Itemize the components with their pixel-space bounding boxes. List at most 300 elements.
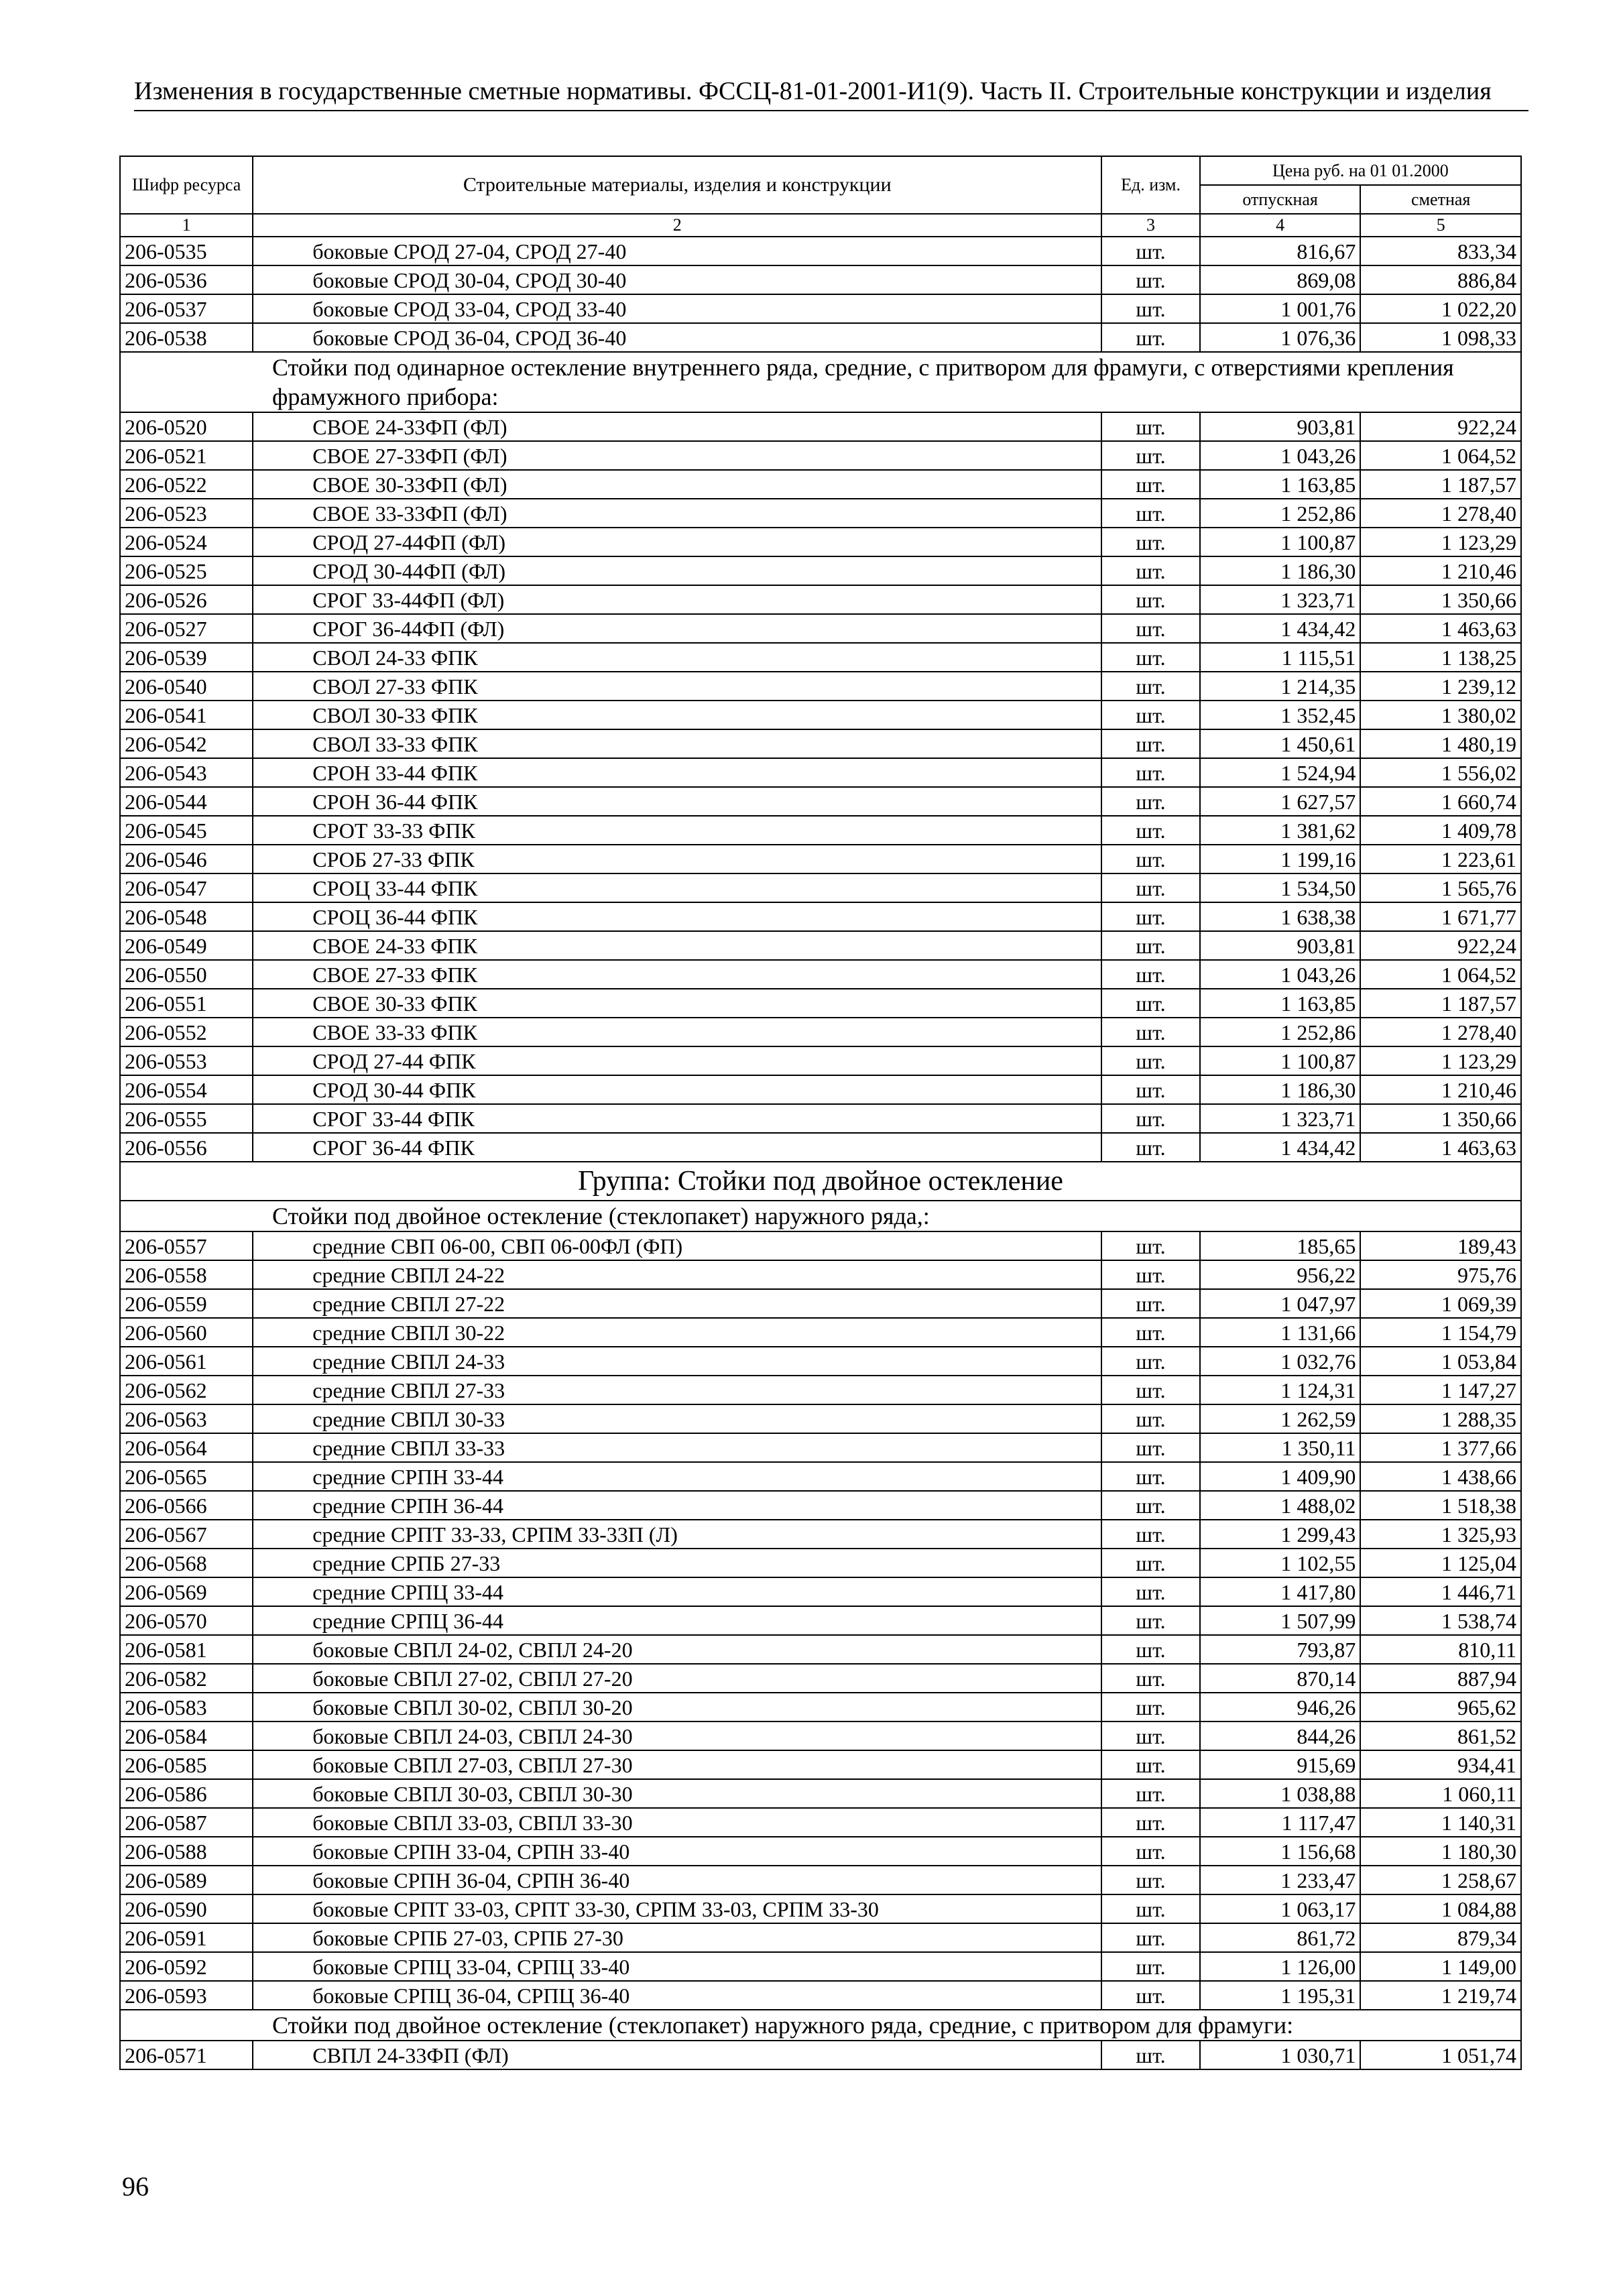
cell-code: 206-0561 — [120, 1347, 253, 1376]
cell-release-price: 185,65 — [1200, 1231, 1361, 1260]
table-row — [120, 1693, 1521, 1721]
cell-release-price: 1 124,31 — [1200, 1376, 1361, 1404]
cell-code: 206-0584 — [120, 1721, 253, 1750]
cell-name: средние СРПБ 27-33 — [253, 1549, 1101, 1577]
cell-unit: шт. — [1101, 1635, 1200, 1664]
cell-code: 206-0569 — [120, 1577, 253, 1606]
table-row — [120, 1376, 1521, 1404]
cell-release-price: 1 262,59 — [1200, 1404, 1361, 1433]
table-row — [120, 931, 1521, 960]
cell-name: средние СВПЛ 30-22 — [253, 1318, 1101, 1347]
cell-code: 206-0542 — [120, 729, 253, 758]
cell-release-price: 915,69 — [1200, 1750, 1361, 1779]
cell-name: СВОЕ 24-33ФП (ФЛ) — [253, 412, 1101, 441]
cell-estimate-price: 1 051,74 — [1360, 2041, 1521, 2069]
table-row — [120, 1260, 1521, 1289]
cell-release-price: 1 163,85 — [1200, 470, 1361, 499]
cell-estimate-price: 1 480,19 — [1360, 729, 1521, 758]
cell-release-price: 1 186,30 — [1200, 1075, 1361, 1104]
cell-name: боковые СРПЦ 33-04, СРПЦ 33-40 — [253, 1952, 1101, 1981]
cell-unit: шт. — [1101, 1289, 1200, 1318]
table-row — [120, 585, 1521, 614]
cell-estimate-price: 886,84 — [1360, 265, 1521, 294]
table-row — [120, 528, 1521, 556]
cell-code: 206-0588 — [120, 1837, 253, 1866]
cell-estimate-price: 1 138,25 — [1360, 643, 1521, 672]
cell-estimate-price: 887,94 — [1360, 1664, 1521, 1693]
cell-name: СВОЛ 30-33 ФПК — [253, 701, 1101, 729]
cell-unit: шт. — [1101, 1462, 1200, 1491]
cell-code: 206-0523 — [120, 499, 253, 528]
cell-release-price: 1 163,85 — [1200, 989, 1361, 1018]
cell-unit: шт. — [1101, 1606, 1200, 1635]
cell-code: 206-0535 — [120, 237, 253, 265]
cell-unit: шт. — [1101, 845, 1200, 873]
cell-name: СВОЕ 27-33ФП (ФЛ) — [253, 441, 1101, 470]
cell-code: 206-0545 — [120, 816, 253, 845]
table-row — [120, 989, 1521, 1018]
table-row — [120, 1231, 1521, 1260]
cell-name: средние СРПЦ 33-44 — [253, 1577, 1101, 1606]
cell-release-price: 1 252,86 — [1200, 499, 1361, 528]
cell-code: 206-0544 — [120, 787, 253, 816]
cell-release-price: 1 195,31 — [1200, 1981, 1361, 2010]
cell-unit: шт. — [1101, 1018, 1200, 1046]
table-row — [120, 1606, 1521, 1635]
table-row — [120, 1075, 1521, 1104]
cell-estimate-price: 1 446,71 — [1360, 1577, 1521, 1606]
cell-code: 206-0559 — [120, 1289, 253, 1318]
cell-code: 206-0536 — [120, 265, 253, 294]
cell-code: 206-0524 — [120, 528, 253, 556]
cell-unit: шт. — [1101, 701, 1200, 729]
cell-code: 206-0539 — [120, 643, 253, 672]
cell-unit: шт. — [1101, 1347, 1200, 1376]
cell-name: СВОЕ 33-33ФП (ФЛ) — [253, 499, 1101, 528]
cell-estimate-price: 1 438,66 — [1360, 1462, 1521, 1491]
section-row — [120, 1201, 1521, 1231]
cell-name: средние СВП 06-00, СВП 06-00ФЛ (ФП) — [253, 1231, 1101, 1260]
cell-release-price: 1 117,47 — [1200, 1808, 1361, 1837]
cell-unit: шт. — [1101, 2041, 1200, 2069]
cell-release-price: 861,72 — [1200, 1923, 1361, 1952]
cell-name: боковые СРПБ 27-03, СРПБ 27-30 — [253, 1923, 1101, 1952]
cell-estimate-price: 1 258,67 — [1360, 1866, 1521, 1894]
cell-release-price: 869,08 — [1200, 265, 1361, 294]
cell-release-price: 1 323,71 — [1200, 1104, 1361, 1133]
cell-name: СРОГ 33-44 ФПК — [253, 1104, 1101, 1133]
table-row — [120, 701, 1521, 729]
cell-unit: шт. — [1101, 1664, 1200, 1693]
cell-release-price: 1 030,71 — [1200, 2041, 1361, 2069]
cell-unit: шт. — [1101, 499, 1200, 528]
cell-unit: шт. — [1101, 816, 1200, 845]
cell-estimate-price: 189,43 — [1360, 1231, 1521, 1260]
cell-unit: шт. — [1101, 294, 1200, 323]
cell-code: 206-0560 — [120, 1318, 253, 1347]
cell-unit: шт. — [1101, 1693, 1200, 1721]
cell-estimate-price: 1 098,33 — [1360, 323, 1521, 352]
header-price: Цена руб. на 01 01.2000 — [1200, 156, 1521, 185]
cell-unit: шт. — [1101, 585, 1200, 614]
cell-release-price: 1 126,00 — [1200, 1952, 1361, 1981]
cell-name: боковые СВПЛ 30-02, СВПЛ 30-20 — [253, 1693, 1101, 1721]
table-row — [120, 1404, 1521, 1433]
header-estimate-price: сметная — [1360, 185, 1521, 214]
cell-code: 206-0562 — [120, 1376, 253, 1404]
cell-unit: шт. — [1101, 672, 1200, 701]
cell-release-price: 1 534,50 — [1200, 873, 1361, 902]
cell-unit: шт. — [1101, 960, 1200, 989]
cell-unit: шт. — [1101, 643, 1200, 672]
cell-release-price: 816,67 — [1200, 237, 1361, 265]
cell-release-price: 1 627,57 — [1200, 787, 1361, 816]
table-row — [120, 1981, 1521, 2010]
header-unit: Ед. изм. — [1101, 156, 1200, 214]
cell-name: СРОД 27-44 ФПК — [253, 1046, 1101, 1075]
section-row — [120, 352, 1521, 412]
cell-estimate-price: 1 556,02 — [1360, 758, 1521, 787]
table-row — [120, 1750, 1521, 1779]
cell-unit: шт. — [1101, 1104, 1200, 1133]
section-title: Стойки под одинарное остекление внутреннего ряда, средние, с притвором для фрамуги, с отверстиями крепления фрамужного прибора: — [120, 352, 1521, 412]
cell-name: боковые СРОД 27-04, СРОД 27-40 — [253, 237, 1101, 265]
cell-name: СРОГ 33-44ФП (ФЛ) — [253, 585, 1101, 614]
cell-code: 206-0567 — [120, 1520, 253, 1549]
cell-estimate-price: 1 518,38 — [1360, 1491, 1521, 1520]
page-number: 96 — [122, 2171, 149, 2201]
cell-release-price: 1 434,42 — [1200, 1133, 1361, 1162]
cell-name: средние СРПН 36-44 — [253, 1491, 1101, 1520]
table-row — [120, 237, 1521, 265]
cell-name: средние СВПЛ 33-33 — [253, 1433, 1101, 1462]
cell-release-price: 1 417,80 — [1200, 1577, 1361, 1606]
cell-unit: шт. — [1101, 873, 1200, 902]
cell-unit: шт. — [1101, 265, 1200, 294]
cell-unit: шт. — [1101, 1981, 1200, 2010]
cell-name: СРОД 27-44ФП (ФЛ) — [253, 528, 1101, 556]
cell-estimate-price: 1 053,84 — [1360, 1347, 1521, 1376]
cell-release-price: 1 233,47 — [1200, 1866, 1361, 1894]
table-row — [120, 441, 1521, 470]
cell-release-price: 1 115,51 — [1200, 643, 1361, 672]
col-number: 4 — [1200, 214, 1361, 237]
cell-release-price: 1 100,87 — [1200, 528, 1361, 556]
cell-release-price: 903,81 — [1200, 412, 1361, 441]
table-row — [120, 499, 1521, 528]
cell-release-price: 793,87 — [1200, 1635, 1361, 1664]
cell-unit: шт. — [1101, 1260, 1200, 1289]
table-row — [120, 1289, 1521, 1318]
cell-release-price: 1 076,36 — [1200, 323, 1361, 352]
cell-code: 206-0592 — [120, 1952, 253, 1981]
cell-code: 206-0546 — [120, 845, 253, 873]
cell-code: 206-0548 — [120, 902, 253, 931]
cell-release-price: 1 323,71 — [1200, 585, 1361, 614]
cell-unit: шт. — [1101, 1491, 1200, 1520]
cell-estimate-price: 1 660,74 — [1360, 787, 1521, 816]
cell-release-price: 1 507,99 — [1200, 1606, 1361, 1635]
cell-code: 206-0564 — [120, 1433, 253, 1462]
cell-release-price: 1 047,97 — [1200, 1289, 1361, 1318]
cell-code: 206-0571 — [120, 2041, 253, 2069]
cell-estimate-price: 1 123,29 — [1360, 528, 1521, 556]
cell-name: СРОН 36-44 ФПК — [253, 787, 1101, 816]
cell-estimate-price: 1 538,74 — [1360, 1606, 1521, 1635]
cell-estimate-price: 1 149,00 — [1360, 1952, 1521, 1981]
cell-code: 206-0541 — [120, 701, 253, 729]
cell-estimate-price: 1 380,02 — [1360, 701, 1521, 729]
cell-unit: шт. — [1101, 1923, 1200, 1952]
table-row — [120, 1808, 1521, 1837]
table-row — [120, 1837, 1521, 1866]
cell-code: 206-0557 — [120, 1231, 253, 1260]
cell-name: боковые СВПЛ 27-03, СВПЛ 27-30 — [253, 1750, 1101, 1779]
cell-estimate-price: 965,62 — [1360, 1693, 1521, 1721]
cell-release-price: 1 488,02 — [1200, 1491, 1361, 1520]
cell-release-price: 1 524,94 — [1200, 758, 1361, 787]
cell-code: 206-0591 — [120, 1923, 253, 1952]
table-row — [120, 1894, 1521, 1923]
cell-code: 206-0556 — [120, 1133, 253, 1162]
cell-code: 206-0568 — [120, 1549, 253, 1577]
cell-estimate-price: 922,24 — [1360, 931, 1521, 960]
cell-estimate-price: 1 069,39 — [1360, 1289, 1521, 1318]
cell-code: 206-0587 — [120, 1808, 253, 1837]
cell-estimate-price: 1 187,57 — [1360, 989, 1521, 1018]
group-row — [120, 1162, 1521, 1201]
cell-release-price: 1 001,76 — [1200, 294, 1361, 323]
cell-unit: шт. — [1101, 1721, 1200, 1750]
cell-unit: шт. — [1101, 1894, 1200, 1923]
cell-estimate-price: 1 123,29 — [1360, 1046, 1521, 1075]
cell-estimate-price: 1 022,20 — [1360, 294, 1521, 323]
cell-unit: шт. — [1101, 614, 1200, 643]
table-row — [120, 1433, 1521, 1462]
cell-release-price: 1 156,68 — [1200, 1837, 1361, 1866]
cell-unit: шт. — [1101, 1433, 1200, 1462]
cell-name: боковые СРПТ 33-03, СРПТ 33-30, СРПМ 33-03, СРПМ 33-30 — [253, 1894, 1101, 1923]
col-number: 1 — [120, 214, 253, 237]
cell-unit: шт. — [1101, 729, 1200, 758]
table-row — [120, 873, 1521, 902]
table-row — [120, 1104, 1521, 1133]
cell-estimate-price: 1 154,79 — [1360, 1318, 1521, 1347]
header-code: Шифр ресурса — [120, 156, 253, 214]
cell-release-price: 1 434,42 — [1200, 614, 1361, 643]
table-row — [120, 902, 1521, 931]
cell-estimate-price: 1 409,78 — [1360, 816, 1521, 845]
cell-name: СВОЕ 30-33ФП (ФЛ) — [253, 470, 1101, 499]
cell-release-price: 870,14 — [1200, 1664, 1361, 1693]
cell-release-price: 1 038,88 — [1200, 1779, 1361, 1808]
cell-name: боковые СРПН 33-04, СРПН 33-40 — [253, 1837, 1101, 1866]
cell-name: средние СРПТ 33-33, СРПМ 33-33П (Л) — [253, 1520, 1101, 1549]
cell-unit: шт. — [1101, 441, 1200, 470]
table-row — [120, 1779, 1521, 1808]
table-row — [120, 1491, 1521, 1520]
cell-estimate-price: 1 288,35 — [1360, 1404, 1521, 1433]
cell-name: СРОН 33-44 ФПК — [253, 758, 1101, 787]
table-row — [120, 614, 1521, 643]
cell-unit: шт. — [1101, 323, 1200, 352]
cell-release-price: 956,22 — [1200, 1260, 1361, 1289]
table-row — [120, 1923, 1521, 1952]
cell-estimate-price: 1 565,76 — [1360, 873, 1521, 902]
cell-name: СВОЛ 27-33 ФПК — [253, 672, 1101, 701]
table-row — [120, 1664, 1521, 1693]
cell-release-price: 1 299,43 — [1200, 1520, 1361, 1549]
table-row — [120, 2041, 1521, 2069]
cell-estimate-price: 1 180,30 — [1360, 1837, 1521, 1866]
cell-code: 206-0583 — [120, 1693, 253, 1721]
cell-unit: шт. — [1101, 1577, 1200, 1606]
cell-name: боковые СВПЛ 24-02, СВПЛ 24-20 — [253, 1635, 1101, 1664]
cell-code: 206-0520 — [120, 412, 253, 441]
table-row — [120, 1721, 1521, 1750]
cell-estimate-price: 1 064,52 — [1360, 960, 1521, 989]
table-row — [120, 323, 1521, 352]
cell-name: средние СВПЛ 24-33 — [253, 1347, 1101, 1376]
table-row — [120, 672, 1521, 701]
cell-estimate-price: 861,52 — [1360, 1721, 1521, 1750]
cell-name: СВПЛ 24-33ФП (ФЛ) — [253, 2041, 1101, 2069]
cell-release-price: 1 214,35 — [1200, 672, 1361, 701]
cell-estimate-price: 1 223,61 — [1360, 845, 1521, 873]
cell-code: 206-0551 — [120, 989, 253, 1018]
cell-code: 206-0526 — [120, 585, 253, 614]
header-name: Строительные материалы, изделия и конструкции — [253, 156, 1101, 214]
table-row — [120, 1866, 1521, 1894]
cell-estimate-price: 1 125,04 — [1360, 1549, 1521, 1577]
cell-code: 206-0589 — [120, 1866, 253, 1894]
cell-unit: шт. — [1101, 470, 1200, 499]
cell-release-price: 1 252,86 — [1200, 1018, 1361, 1046]
cell-estimate-price: 1 219,74 — [1360, 1981, 1521, 2010]
cell-code: 206-0586 — [120, 1779, 253, 1808]
table-row — [120, 1462, 1521, 1491]
cell-release-price: 1 043,26 — [1200, 960, 1361, 989]
table-body — [120, 237, 1521, 2069]
table-row — [120, 1635, 1521, 1664]
cell-unit: шт. — [1101, 1075, 1200, 1104]
table-row — [120, 1133, 1521, 1162]
col-number: 2 — [253, 214, 1101, 237]
cell-unit: шт. — [1101, 787, 1200, 816]
table-row — [120, 787, 1521, 816]
cell-unit: шт. — [1101, 1808, 1200, 1837]
cell-estimate-price: 1 377,66 — [1360, 1433, 1521, 1462]
cell-unit: шт. — [1101, 1520, 1200, 1549]
cell-code: 206-0553 — [120, 1046, 253, 1075]
table-row — [120, 816, 1521, 845]
cell-name: СВОЕ 30-33 ФПК — [253, 989, 1101, 1018]
cell-estimate-price: 1 463,63 — [1360, 614, 1521, 643]
cell-name: боковые СРОД 33-04, СРОД 33-40 — [253, 294, 1101, 323]
cell-code: 206-0537 — [120, 294, 253, 323]
cell-name: СВОЛ 24-33 ФПК — [253, 643, 1101, 672]
section-row — [120, 2010, 1521, 2041]
cell-name: СРОЦ 36-44 ФПК — [253, 902, 1101, 931]
cell-code: 206-0554 — [120, 1075, 253, 1104]
cell-estimate-price: 975,76 — [1360, 1260, 1521, 1289]
cell-estimate-price: 934,41 — [1360, 1750, 1521, 1779]
table-row — [120, 1952, 1521, 1981]
cell-unit: шт. — [1101, 412, 1200, 441]
cell-estimate-price: 1 325,93 — [1360, 1520, 1521, 1549]
table-row — [120, 265, 1521, 294]
cell-code: 206-0525 — [120, 556, 253, 585]
cell-unit: шт. — [1101, 1952, 1200, 1981]
cell-code: 206-0527 — [120, 614, 253, 643]
cell-name: СРОБ 27-33 ФПК — [253, 845, 1101, 873]
cell-code: 206-0593 — [120, 1981, 253, 2010]
col-number: 5 — [1360, 214, 1521, 237]
cell-release-price: 1 381,62 — [1200, 816, 1361, 845]
cell-estimate-price: 1 210,46 — [1360, 556, 1521, 585]
cell-unit: шт. — [1101, 1750, 1200, 1779]
cell-unit: шт. — [1101, 1046, 1200, 1075]
cell-estimate-price: 810,11 — [1360, 1635, 1521, 1664]
cell-estimate-price: 1 671,77 — [1360, 902, 1521, 931]
cell-name: средние СВПЛ 27-22 — [253, 1289, 1101, 1318]
table-row — [120, 758, 1521, 787]
header-release-price: отпускная — [1200, 185, 1361, 214]
cell-name: СРОД 30-44ФП (ФЛ) — [253, 556, 1101, 585]
cell-name: СРОГ 36-44 ФПК — [253, 1133, 1101, 1162]
cell-code: 206-0563 — [120, 1404, 253, 1433]
table-row — [120, 1347, 1521, 1376]
table-row — [120, 412, 1521, 441]
cell-name: боковые СВПЛ 24-03, СВПЛ 24-30 — [253, 1721, 1101, 1750]
cell-name: средние СВПЛ 27-33 — [253, 1376, 1101, 1404]
table-row — [120, 470, 1521, 499]
cell-name: СРОЦ 33-44 ФПК — [253, 873, 1101, 902]
cell-estimate-price: 1 350,66 — [1360, 585, 1521, 614]
cell-release-price: 1 100,87 — [1200, 1046, 1361, 1075]
cell-code: 206-0538 — [120, 323, 253, 352]
cell-name: СВОЛ 33-33 ФПК — [253, 729, 1101, 758]
cell-code: 206-0570 — [120, 1606, 253, 1635]
cell-code: 206-0521 — [120, 441, 253, 470]
cell-code: 206-0555 — [120, 1104, 253, 1133]
table-row — [120, 1549, 1521, 1577]
cell-estimate-price: 1 060,11 — [1360, 1779, 1521, 1808]
table-row — [120, 1046, 1521, 1075]
cell-name: боковые СВПЛ 33-03, СВПЛ 33-30 — [253, 1808, 1101, 1837]
cell-unit: шт. — [1101, 1837, 1200, 1866]
cell-unit: шт. — [1101, 758, 1200, 787]
table-row — [120, 1318, 1521, 1347]
cell-code: 206-0552 — [120, 1018, 253, 1046]
cell-code: 206-0566 — [120, 1491, 253, 1520]
cell-release-price: 1 352,45 — [1200, 701, 1361, 729]
cell-code: 206-0590 — [120, 1894, 253, 1923]
table-row — [120, 1577, 1521, 1606]
cell-release-price: 1 186,30 — [1200, 556, 1361, 585]
cell-name: боковые СРОД 30-04, СРОД 30-40 — [253, 265, 1101, 294]
cell-release-price: 1 131,66 — [1200, 1318, 1361, 1347]
cell-estimate-price: 1 210,46 — [1360, 1075, 1521, 1104]
cell-code: 206-0581 — [120, 1635, 253, 1664]
cell-release-price: 1 450,61 — [1200, 729, 1361, 758]
group-title: Группа: Стойки под двойное остекление — [120, 1162, 1521, 1201]
cell-unit: шт. — [1101, 528, 1200, 556]
cell-release-price: 1 638,38 — [1200, 902, 1361, 931]
cell-name: боковые СВПЛ 27-02, СВПЛ 27-20 — [253, 1664, 1101, 1693]
price-table — [119, 156, 1522, 2070]
cell-estimate-price: 1 147,27 — [1360, 1376, 1521, 1404]
